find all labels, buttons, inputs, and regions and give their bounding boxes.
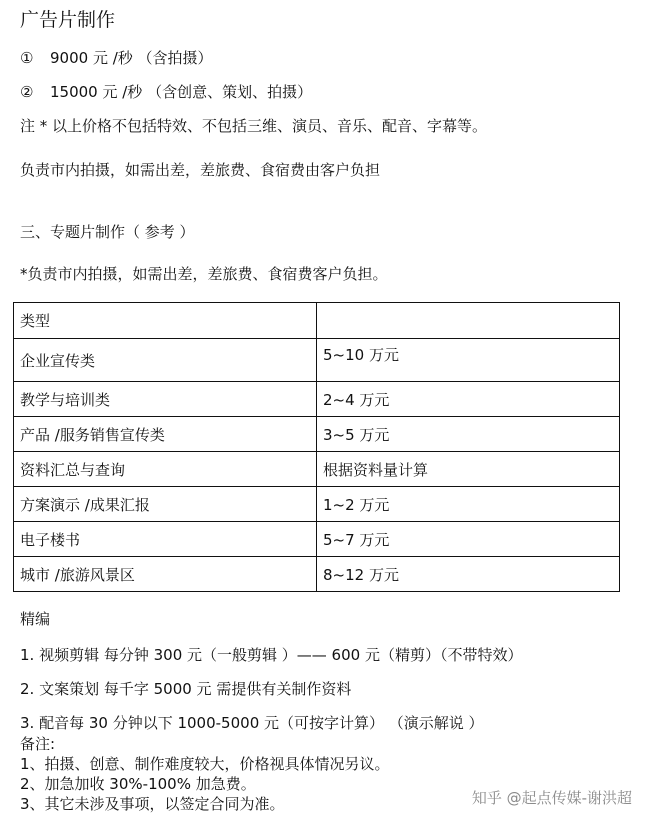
table-row [14, 557, 620, 592]
ad-item [20, 82, 312, 102]
price-table [13, 302, 620, 592]
table-row [14, 522, 620, 557]
table-row [14, 417, 620, 452]
price-note: 注 * 以上价格不包括特效、不包括三维、演员、音乐、配音、字幕等。 [20, 117, 488, 135]
table-cell-type: 教学与培训类 [14, 382, 317, 417]
table-cell-price: 5~7 万元 [317, 522, 620, 557]
ad-item-marker: ② [20, 83, 34, 101]
table-cell-price: 1~2 万元 [317, 487, 620, 522]
editing-item: 3. 配音每 30 分钟以下 1000-5000 元（可按字计算） （演示解说 ） [20, 714, 484, 732]
table-header-type: 类型 [14, 303, 317, 339]
table-cell-price: 2~4 万元 [317, 382, 620, 417]
editing-item: 1. 视频剪辑 每分钟 300 元（一般剪辑 ）—— 600 元（精剪）（不带特效） [20, 646, 523, 664]
remark-item: 3、其它未涉及事项，以签定合同为准。 [20, 795, 285, 813]
watermark: 知乎 @起点传媒-谢洪超 [471, 789, 632, 807]
table-cell-type: 方案演示 /成果汇报 [14, 487, 317, 522]
table-header-price [317, 303, 620, 339]
table-cell-price: 8~12 万元 [317, 557, 620, 592]
editing-heading: 精编 [20, 610, 51, 628]
ad-item-text: 9000 元 /秒 （含拍摄） [50, 49, 213, 67]
remarks-heading: 备注: [20, 735, 56, 753]
ad-item-text: 15000 元 /秒 （含创意、策划、拍摄） [50, 83, 313, 101]
editing-item: 2. 文案策划 每千字 5000 元 需提供有关制作资料 [20, 680, 352, 698]
remark-item: 2、加急加收 30%-100% 加急费。 [20, 775, 256, 793]
table-cell-price: 3~5 万元 [317, 417, 620, 452]
travel-note: 负责市内拍摄，如需出差，差旅费、食宿费由客户负担 [20, 161, 381, 179]
table-cell-type: 产品 /服务销售宣传类 [14, 417, 317, 452]
table-row [14, 452, 620, 487]
table-cell-type: 企业宣传类 [14, 339, 317, 382]
remark-item: 1、拍摄、创意、制作难度较大，价格视具体情况另议。 [20, 755, 390, 773]
table-cell-type: 电子楼书 [14, 522, 317, 557]
table-row [14, 382, 620, 417]
ad-item-marker: ① [20, 49, 34, 67]
table-row [14, 339, 620, 382]
table-row [14, 487, 620, 522]
ad-item [20, 48, 213, 68]
table-cell-type: 资料汇总与查询 [14, 452, 317, 487]
section-note: *负责市内拍摄，如需出差，差旅费、食宿费客户负担。 [20, 265, 388, 283]
page-title: 广告片制作 [20, 9, 116, 31]
table-cell-type: 城市 /旅游风景区 [14, 557, 317, 592]
table-header-row [14, 303, 620, 339]
table-cell-price: 5~10 万元 [317, 339, 620, 382]
section-heading: 三、专题片制作（ 参考 ） [20, 223, 195, 241]
table-cell-price: 根据资料量计算 [317, 452, 620, 487]
